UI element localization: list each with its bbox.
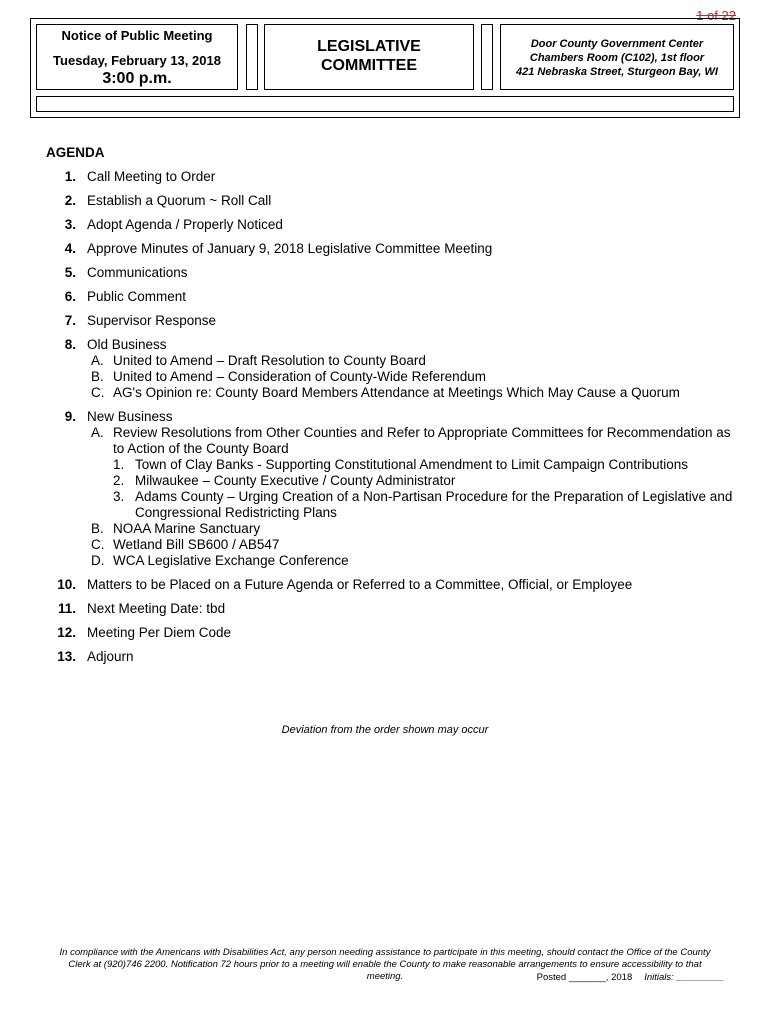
agenda-item xyxy=(46,193,736,209)
agenda-item-text: Meeting Per Diem Code xyxy=(87,625,232,640)
agenda-title: AGENDA xyxy=(46,145,105,160)
sub-item xyxy=(87,369,736,385)
meeting-time: 3:00 p.m. xyxy=(102,70,172,87)
agenda-item xyxy=(46,601,736,617)
resolution-text: Adams County – Urging Creation of a Non-Partisan Procedure for the Preparation of Legislative and Congressional Redistricting Plans xyxy=(135,489,733,520)
posted-line xyxy=(537,972,724,984)
agenda-item-text: Establish a Quorum ~ Roll Call xyxy=(87,193,272,208)
agenda-item-new-business xyxy=(46,409,736,569)
agenda-item xyxy=(46,289,736,305)
sub-item-letter: C. xyxy=(91,385,105,400)
header-divider-left xyxy=(246,24,258,90)
sub-item-letter: B. xyxy=(91,521,104,536)
agenda-item xyxy=(46,169,736,185)
sub-item xyxy=(87,553,736,569)
agenda-item-number: 8. xyxy=(64,337,76,352)
ada-notice: In compliance with the Americans with Disabilities Act, any person needing assistance to participate in this meeting, should contact the Office of the County Clerk at (920)746 2200. Notification 72 hours prior to a meeting will enable the County to make reasonable arrangements to ensure accessibility to that meeting. xyxy=(59,947,711,982)
agenda-item-number: 10. xyxy=(57,577,76,592)
agenda-item-text: New Business xyxy=(87,409,173,424)
agenda-item xyxy=(46,217,736,233)
agenda-item-text: Next Meeting Date: tbd xyxy=(87,601,226,616)
agenda-item xyxy=(46,649,736,665)
sub-item-text: United to Amend – Consideration of County-Wide Referendum xyxy=(113,369,486,384)
agenda-item-number: 13. xyxy=(57,649,76,664)
agenda-item xyxy=(46,313,736,329)
sub-item-letter: A. xyxy=(91,353,104,368)
agenda-item-number: 9. xyxy=(64,409,76,424)
agenda-item-number: 12. xyxy=(57,625,76,640)
agenda-item xyxy=(46,625,736,641)
sub-item-text: Wetland Bill SB600 / AB547 xyxy=(113,537,280,552)
agenda-item-number: 4. xyxy=(64,241,76,256)
location-line-1: Door County Government Center xyxy=(530,38,704,50)
sub-item-text: WCA Legislative Exchange Conference xyxy=(113,553,349,568)
resolution-number: 1. xyxy=(113,457,125,472)
header-bottom-strip xyxy=(36,96,734,112)
agenda-item-number: 11. xyxy=(57,601,76,616)
agenda-item-text: Adopt Agenda / Properly Noticed xyxy=(87,217,283,232)
deviation-note: Deviation from the order shown may occur xyxy=(281,724,489,736)
agenda-item xyxy=(46,265,736,281)
agenda-item-text: Supervisor Response xyxy=(87,313,217,328)
resolution-item xyxy=(87,489,736,521)
agenda-item-text: Call Meeting to Order xyxy=(87,169,216,184)
resolution-number: 2. xyxy=(113,473,125,488)
posted-initials: Initials: _________ xyxy=(644,972,724,983)
agenda-item-number: 2. xyxy=(64,193,76,208)
agenda-item-number: 6. xyxy=(64,289,76,304)
agenda-item-number: 7. xyxy=(64,313,76,328)
sub-item xyxy=(87,521,736,537)
agenda-item-number: 1. xyxy=(64,169,76,184)
agenda-item-text: Communications xyxy=(87,265,188,280)
sub-item-text: United to Amend – Draft Resolution to County Board xyxy=(113,353,426,368)
agenda-item-text: Adjourn xyxy=(87,649,134,664)
location-line-3: 421 Nebraska Street, Sturgeon Bay, WI xyxy=(516,66,718,78)
resolution-number: 3. xyxy=(113,489,125,504)
meeting-notice-box xyxy=(36,24,238,90)
location-box xyxy=(500,24,734,90)
resolution-item xyxy=(87,473,736,489)
sub-item-text: Review Resolutions from Other Counties and Refer to Appropriate Committees for Recommendation as to Action of the County Board xyxy=(113,425,731,456)
meeting-date: Tuesday, February 13, 2018 xyxy=(53,53,221,68)
sub-item xyxy=(87,353,736,369)
agenda-item xyxy=(46,241,736,257)
sub-item xyxy=(87,385,736,401)
agenda-section xyxy=(46,145,736,673)
sub-item-letter: C. xyxy=(91,537,105,552)
notice-title: Notice of Public Meeting xyxy=(61,28,213,43)
sub-item-text: AG's Opinion re: County Board Members Attendance at Meetings Which May Cause a Quorum xyxy=(113,385,680,400)
agenda-item-text: Public Comment xyxy=(87,289,187,304)
sub-item-text: NOAA Marine Sanctuary xyxy=(113,521,261,536)
resolution-text: Milwaukee – County Executive / County Administrator xyxy=(135,473,456,488)
sub-item-letter: D. xyxy=(91,553,105,568)
sub-item xyxy=(87,425,736,457)
header-divider-right xyxy=(481,24,493,90)
agenda-item-number: 3. xyxy=(64,217,76,232)
agenda-item xyxy=(46,577,736,593)
agenda-item-text: Approve Minutes of January 9, 2018 Legislative Committee Meeting xyxy=(87,241,493,256)
resolution-item xyxy=(87,457,736,473)
sub-item-letter: A. xyxy=(91,425,104,440)
committee-line-1: LEGISLATIVE xyxy=(317,38,421,55)
sub-item-letter: B. xyxy=(91,369,104,384)
agenda-item-text: Matters to be Placed on a Future Agenda or Referred to a Committee, Official, or Employee xyxy=(87,577,633,592)
location-line-2: Chambers Room (C102), 1st floor xyxy=(529,52,705,64)
committee-name-box xyxy=(264,24,474,90)
page-counter: 1 of 22 xyxy=(696,8,736,23)
sub-item xyxy=(87,537,736,553)
resolution-text: Town of Clay Banks - Supporting Constitutional Amendment to Limit Campaign Contributions xyxy=(135,457,689,472)
agenda-item-number: 5. xyxy=(64,265,76,280)
agenda-item-text: Old Business xyxy=(87,337,167,352)
posted-date: Posted _______, 2018 xyxy=(536,972,633,983)
committee-line-2: COMMITTEE xyxy=(321,57,417,74)
agenda-item-old-business xyxy=(46,337,736,401)
